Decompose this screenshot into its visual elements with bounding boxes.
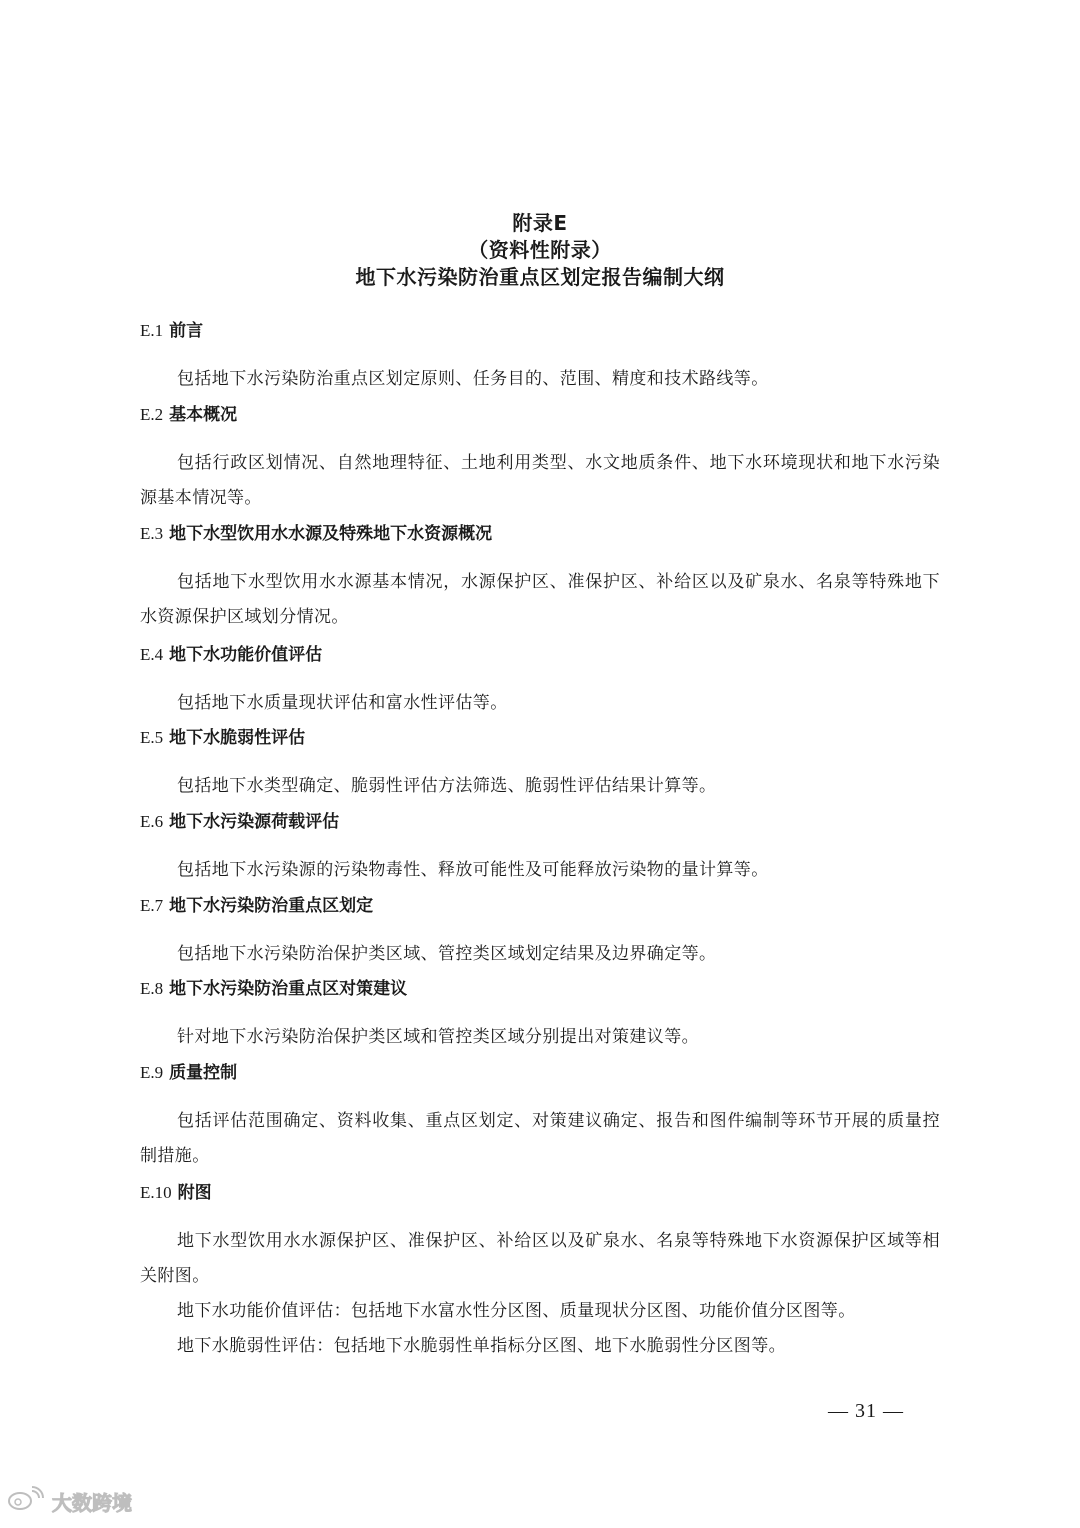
section-number: E.5 [140, 728, 164, 747]
section-paragraph: 地下水脆弱性评估：包括地下水脆弱性单指标分区图、地下水脆弱性分区图等。 [177, 1336, 786, 1356]
section-title: 地下水脆弱性评估 [169, 728, 306, 748]
section-e10 [140, 1181, 940, 1364]
section-heading [140, 403, 940, 427]
section-title: 地下水功能价值评估 [169, 645, 323, 665]
section-title: 前言 [169, 321, 204, 341]
section-paragraph: 包括地下水类型确定、脆弱性评估方法筛选、脆弱性评估结果计算等。 [177, 776, 717, 796]
section-paragraph: 针对地下水污染防治保护类区域和管控类区域分别提出对策建议等。 [177, 1027, 699, 1047]
section-title: 地下水污染防治重点区划定 [169, 896, 374, 916]
section-heading [140, 726, 940, 750]
section-paragraph: 包括地下水污染防治重点区划定原则、任务目的、范围、精度和技术路线等。 [177, 369, 769, 389]
section-number: E.1 [140, 321, 164, 340]
section-paragraph: 包括地下水质量现状评估和富水性评估等。 [177, 693, 508, 713]
section-title: 地下水污染防治重点区对策建议 [169, 979, 408, 999]
section-e3 [140, 522, 940, 635]
section-number: E.2 [140, 405, 164, 424]
section-paragraph: 包括地下水污染防治保护类区域、管控类区域划定结果及边界确定等。 [177, 944, 717, 964]
section-heading [140, 319, 940, 343]
section-paragraph: 包括地下水型饮用水水源基本情况，水源保护区、准保护区、补给区以及矿泉水、名泉等特殊地下水资源保护区域划分情况。 [140, 572, 940, 627]
appendix-label: 附录E [512, 211, 568, 235]
section-heading [140, 810, 940, 834]
section-e1 [140, 319, 940, 397]
section-e7 [140, 894, 940, 972]
section-heading [140, 977, 940, 1001]
weibo-logo-icon [6, 1486, 48, 1516]
watermark [6, 1486, 132, 1516]
section-number: E.6 [140, 812, 164, 831]
watermark-text: 大数跨境 [52, 1490, 132, 1515]
section-paragraph: 地下水型饮用水水源保护区、准保护区、补给区以及矿泉水、名泉等特殊地下水资源保护区域等相关附图。 [140, 1231, 940, 1286]
section-title: 基本概况 [169, 405, 238, 425]
section-title: 地下水污染源荷载评估 [169, 812, 340, 832]
section-heading [140, 643, 940, 667]
section-e4 [140, 643, 940, 721]
section-e2 [140, 403, 940, 516]
appendix-type: （资料性附录） [468, 238, 612, 262]
section-number: E.7 [140, 896, 164, 915]
section-title: 质量控制 [169, 1063, 238, 1083]
section-e6 [140, 810, 940, 888]
section-paragraph: 包括行政区划情况、自然地理特征、土地利用类型、水文地质条件、地下水环境现状和地下水污染源基本情况等。 [140, 453, 940, 508]
section-number: E.3 [140, 524, 164, 543]
section-paragraph: 地下水功能价值评估：包括地下水富水性分区图、质量现状分区图、功能价值分区图等。 [177, 1301, 856, 1321]
section-title: 附图 [177, 1183, 212, 1203]
section-paragraph: 包括评估范围确定、资料收集、重点区划定、对策建议确定、报告和图件编制等环节开展的质量控制措施。 [140, 1111, 940, 1166]
section-paragraph: 包括地下水污染源的污染物毒性、释放可能性及可能释放污染物的量计算等。 [177, 860, 769, 880]
section-heading [140, 894, 940, 918]
section-e8 [140, 977, 940, 1055]
appendix-title-block [0, 210, 1080, 291]
section-title: 地下水型饮用水水源及特殊地下水资源概况 [169, 524, 493, 544]
section-heading [140, 1061, 940, 1085]
section-number: E.9 [140, 1063, 164, 1082]
section-e5 [140, 726, 940, 804]
page-number: — 31 — [828, 1400, 904, 1422]
section-e9 [140, 1061, 940, 1174]
section-number: E.10 [140, 1183, 172, 1202]
section-number: E.4 [140, 645, 164, 664]
section-heading [140, 522, 940, 546]
appendix-title: 地下水污染防治重点区划定报告编制大纲 [355, 265, 725, 289]
section-number: E.8 [140, 979, 164, 998]
section-heading [140, 1181, 940, 1205]
